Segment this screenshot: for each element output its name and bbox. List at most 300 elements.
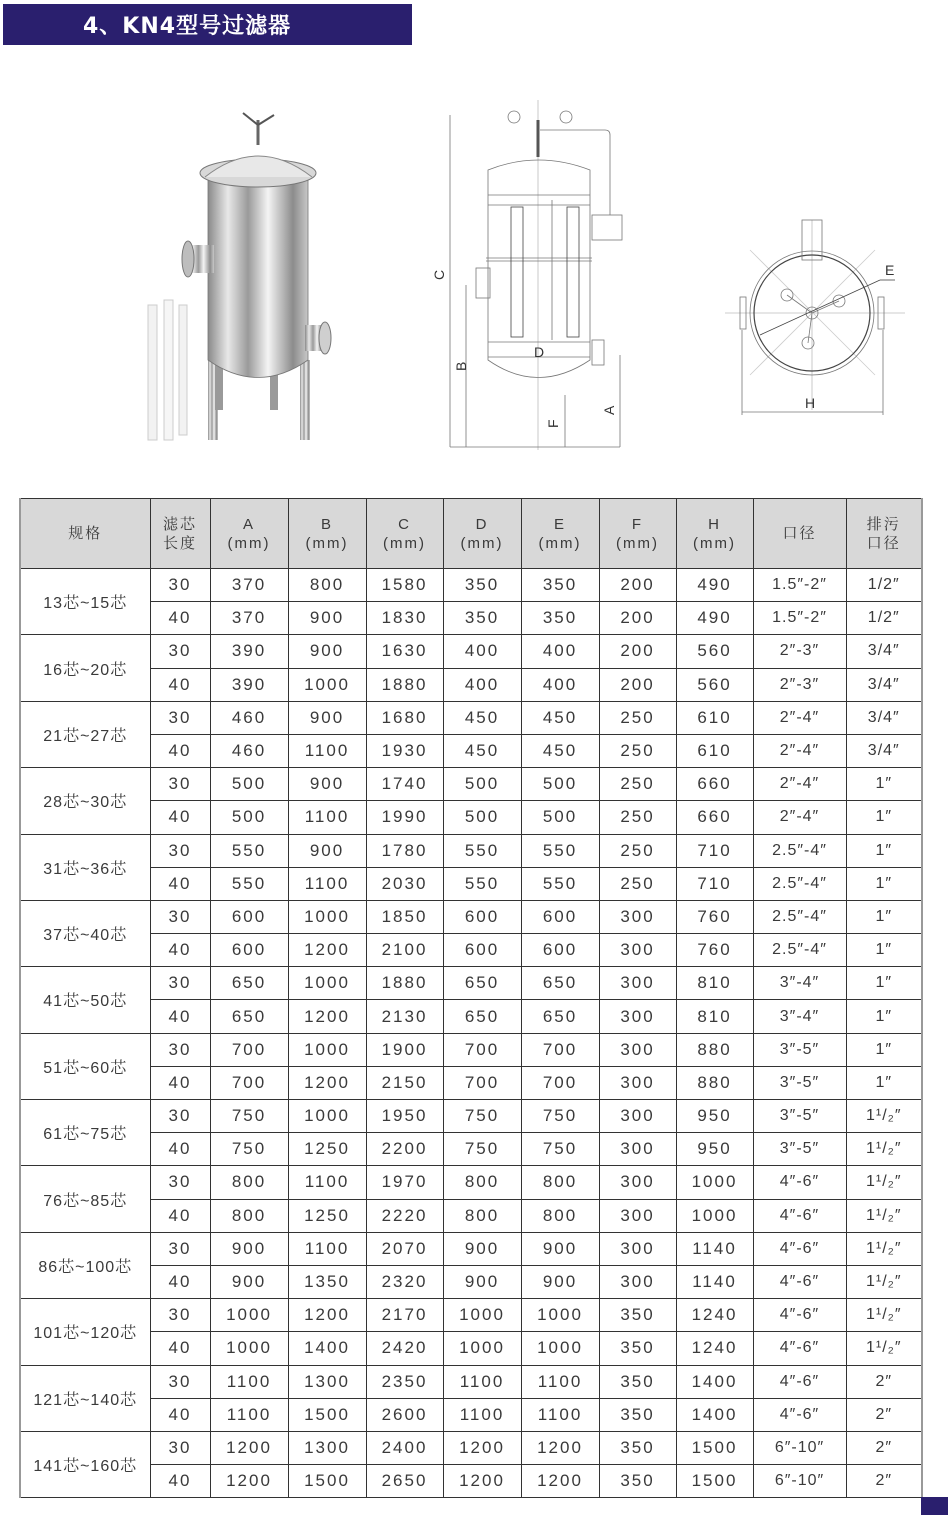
column-header-label: 滤芯长度 <box>162 515 197 552</box>
table-cell: 1/2″ <box>846 602 922 635</box>
table-cell: 2″-4″ <box>753 768 846 801</box>
table-cell: 40 <box>150 1265 210 1298</box>
table-cell: 40 <box>150 867 210 900</box>
table-cell: 390 <box>210 668 288 701</box>
table-cell: 500 <box>210 768 288 801</box>
table-cell: 700 <box>443 1066 521 1099</box>
table-cell: 1000 <box>288 1100 366 1133</box>
table-cell: 2100 <box>366 934 443 967</box>
table-cell: 2″-4″ <box>753 801 846 834</box>
table-row <box>20 1133 922 1166</box>
table-cell: 1900 <box>366 1033 443 1066</box>
table-cell: 30 <box>150 967 210 1000</box>
spec-cell: 37芯~40芯 <box>20 900 150 966</box>
table-cell: 600 <box>521 900 599 933</box>
table-row <box>20 1000 922 1033</box>
table-cell: 40 <box>150 801 210 834</box>
table-cell: 300 <box>599 934 676 967</box>
table-cell: 2200 <box>366 1133 443 1166</box>
table-cell: 300 <box>599 1199 676 1232</box>
table-cell: 30 <box>150 1299 210 1332</box>
table-cell: 710 <box>676 867 753 900</box>
table-cell: 1″ <box>846 768 922 801</box>
table-row <box>20 1199 922 1232</box>
table-cell: 1500 <box>676 1465 753 1498</box>
table-cell: 2030 <box>366 867 443 900</box>
table-cell: 40 <box>150 1465 210 1498</box>
table-cell: 1″ <box>846 967 922 1000</box>
table-cell: 600 <box>443 900 521 933</box>
table-cell: 550 <box>443 867 521 900</box>
table-cell: 40 <box>150 1066 210 1099</box>
table-cell: 250 <box>599 867 676 900</box>
table-cell: 750 <box>521 1133 599 1166</box>
table-row <box>20 635 922 668</box>
table-cell: 1100 <box>210 1398 288 1431</box>
table-row <box>20 1066 922 1099</box>
table-cell: 30 <box>150 1365 210 1398</box>
table-cell: 750 <box>443 1100 521 1133</box>
table-cell: 1000 <box>288 900 366 933</box>
table-cell: 560 <box>676 668 753 701</box>
table-cell: 390 <box>210 635 288 668</box>
column-header <box>366 499 443 569</box>
table-cell: 30 <box>150 569 210 602</box>
table-cell: 1680 <box>366 701 443 734</box>
dim-label-a: A <box>601 405 617 415</box>
table-cell: 40 <box>150 734 210 767</box>
table-cell: 350 <box>599 1431 676 1464</box>
table-cell: 800 <box>521 1166 599 1199</box>
table-cell: 1200 <box>521 1465 599 1498</box>
table-cell: 1000 <box>288 967 366 1000</box>
table-cell: 40 <box>150 668 210 701</box>
column-header <box>288 499 366 569</box>
table-cell: 2650 <box>366 1465 443 1498</box>
table-cell: 1000 <box>443 1332 521 1365</box>
section-title: 4、KN4型号过滤器 <box>83 14 292 39</box>
column-header-label: 规格 <box>68 525 103 542</box>
table-cell: 1200 <box>210 1465 288 1498</box>
table-row <box>20 701 922 734</box>
column-header-unit: (mm) <box>460 534 504 552</box>
table-cell: 2.5″-4″ <box>753 834 846 867</box>
table-cell: 600 <box>210 934 288 967</box>
table-row <box>20 1100 922 1133</box>
dim-label-h: H <box>805 395 816 411</box>
table-cell: 1100 <box>288 801 366 834</box>
table-row <box>20 1465 922 1498</box>
table-cell: 200 <box>599 635 676 668</box>
spec-cell: 101芯~120芯 <box>20 1299 150 1365</box>
table-cell: 1000 <box>443 1299 521 1332</box>
spec-cell: 51芯~60芯 <box>20 1033 150 1099</box>
table-cell: 300 <box>599 1033 676 1066</box>
table-cell: 1970 <box>366 1166 443 1199</box>
table-cell: 1000 <box>288 668 366 701</box>
table-cell: 2400 <box>366 1431 443 1464</box>
table-cell: 2.5″-4″ <box>753 934 846 967</box>
side-view-drawing <box>430 95 650 455</box>
table-cell: 30 <box>150 1166 210 1199</box>
spec-cell: 16芯~20芯 <box>20 635 150 701</box>
table-cell: 450 <box>443 701 521 734</box>
table-cell: 1100 <box>521 1365 599 1398</box>
table-cell: 1000 <box>521 1299 599 1332</box>
table-cell: 3″-4″ <box>753 967 846 1000</box>
top-view-drawing <box>715 215 915 420</box>
table-cell: 1/2″ <box>846 569 922 602</box>
table-cell: 1200 <box>288 1299 366 1332</box>
table-cell: 760 <box>676 900 753 933</box>
table-cell: 610 <box>676 734 753 767</box>
table-cell: 600 <box>443 934 521 967</box>
table-cell: 30 <box>150 900 210 933</box>
table-cell: 4″-6″ <box>753 1398 846 1431</box>
table-cell: 2″ <box>846 1465 922 1498</box>
table-cell: 300 <box>599 900 676 933</box>
table-cell: 650 <box>521 1000 599 1033</box>
table-cell: 300 <box>599 1066 676 1099</box>
table-cell: 1100 <box>210 1365 288 1398</box>
column-header-label: C <box>398 515 411 533</box>
table-cell: 1″ <box>846 934 922 967</box>
table-cell: 1¹/₂″ <box>846 1299 922 1332</box>
table-cell: 30 <box>150 834 210 867</box>
column-header <box>210 499 288 569</box>
dim-label-e: E <box>885 262 895 278</box>
table-cell: 1580 <box>366 569 443 602</box>
table-row <box>20 900 922 933</box>
table-cell: 1400 <box>288 1332 366 1365</box>
table-cell: 810 <box>676 1000 753 1033</box>
table-cell: 1300 <box>288 1365 366 1398</box>
table-cell: 750 <box>210 1100 288 1133</box>
table-cell: 30 <box>150 1033 210 1066</box>
table-row <box>20 967 922 1000</box>
table-cell: 750 <box>443 1133 521 1166</box>
table-cell: 450 <box>443 734 521 767</box>
table-cell: 250 <box>599 701 676 734</box>
table-cell: 30 <box>150 1431 210 1464</box>
table-cell: 1740 <box>366 768 443 801</box>
table-cell: 1¹/₂″ <box>846 1166 922 1199</box>
table-cell: 1000 <box>521 1332 599 1365</box>
table-cell: 300 <box>599 1100 676 1133</box>
table-cell: 1¹/₂″ <box>846 1332 922 1365</box>
product-photo <box>140 105 340 455</box>
table-cell: 660 <box>676 801 753 834</box>
table-cell: 500 <box>210 801 288 834</box>
table-cell: 2.5″-4″ <box>753 900 846 933</box>
spec-cell: 13芯~15芯 <box>20 569 150 635</box>
table-cell: 710 <box>676 834 753 867</box>
table-cell: 700 <box>443 1033 521 1066</box>
table-cell: 900 <box>288 635 366 668</box>
dim-label-d: D <box>534 344 545 360</box>
table-cell: 2″-3″ <box>753 668 846 701</box>
table-cell: 2.5″-4″ <box>753 867 846 900</box>
table-cell: 250 <box>599 834 676 867</box>
table-cell: 550 <box>443 834 521 867</box>
table-cell: 1350 <box>288 1265 366 1298</box>
table-row <box>20 1299 922 1332</box>
table-cell: 250 <box>599 734 676 767</box>
table-cell: 2220 <box>366 1199 443 1232</box>
table-cell: 700 <box>210 1066 288 1099</box>
table-cell: 1100 <box>443 1398 521 1431</box>
table-cell: 1000 <box>288 1033 366 1066</box>
table-cell: 6″-10″ <box>753 1431 846 1464</box>
table-cell: 2320 <box>366 1265 443 1298</box>
table-cell: 800 <box>210 1199 288 1232</box>
table-cell: 1200 <box>288 1066 366 1099</box>
table-cell: 1950 <box>366 1100 443 1133</box>
table-cell: 1400 <box>676 1365 753 1398</box>
table-row <box>20 1431 922 1464</box>
table-cell: 650 <box>443 1000 521 1033</box>
table-cell: 40 <box>150 602 210 635</box>
table-cell: 4″-6″ <box>753 1299 846 1332</box>
table-cell: 500 <box>443 768 521 801</box>
table-cell: 460 <box>210 701 288 734</box>
table-cell: 1400 <box>676 1398 753 1431</box>
table-cell: 350 <box>443 602 521 635</box>
table-cell: 900 <box>288 768 366 801</box>
table-row <box>20 1033 922 1066</box>
table-cell: 2″-4″ <box>753 701 846 734</box>
table-cell: 500 <box>443 801 521 834</box>
table-cell: 1880 <box>366 668 443 701</box>
table-cell: 950 <box>676 1100 753 1133</box>
column-header-label: 排污口径 <box>866 515 901 552</box>
specification-table <box>19 498 923 1498</box>
table-cell: 1500 <box>288 1398 366 1431</box>
table-cell: 1830 <box>366 602 443 635</box>
table-cell: 550 <box>210 834 288 867</box>
table-cell: 2130 <box>366 1000 443 1033</box>
table-cell: 810 <box>676 967 753 1000</box>
table-cell: 40 <box>150 1332 210 1365</box>
table-cell: 200 <box>599 668 676 701</box>
table-cell: 1″ <box>846 1033 922 1066</box>
table-cell: 450 <box>521 701 599 734</box>
column-header <box>20 499 150 569</box>
table-cell: 600 <box>521 934 599 967</box>
table-cell: 1¹/₂″ <box>846 1133 922 1166</box>
table-cell: 2″ <box>846 1431 922 1464</box>
table-cell: 1200 <box>521 1431 599 1464</box>
table-cell: 900 <box>288 834 366 867</box>
table-cell: 900 <box>288 701 366 734</box>
table-cell: 2″ <box>846 1365 922 1398</box>
table-cell: 2150 <box>366 1066 443 1099</box>
column-header <box>521 499 599 569</box>
table-cell: 4″-6″ <box>753 1232 846 1265</box>
table-cell: 800 <box>210 1166 288 1199</box>
table-cell: 300 <box>599 1133 676 1166</box>
table-cell: 1″ <box>846 801 922 834</box>
spec-cell: 28芯~30芯 <box>20 768 150 834</box>
dim-label-c: C <box>431 269 447 280</box>
table-row <box>20 801 922 834</box>
table-cell: 560 <box>676 635 753 668</box>
table-cell: 350 <box>521 569 599 602</box>
table-cell: 1200 <box>443 1431 521 1464</box>
spec-cell: 76芯~85芯 <box>20 1166 150 1232</box>
table-cell: 650 <box>443 967 521 1000</box>
table-cell: 750 <box>210 1133 288 1166</box>
column-header-label: A <box>242 515 255 533</box>
spec-cell: 86芯~100芯 <box>20 1232 150 1298</box>
table-cell: 30 <box>150 635 210 668</box>
table-cell: 460 <box>210 734 288 767</box>
table-row <box>20 1398 922 1431</box>
column-header-unit: (mm) <box>538 534 582 552</box>
table-cell: 40 <box>150 1398 210 1431</box>
table-cell: 400 <box>443 635 521 668</box>
column-header-label: D <box>475 515 489 533</box>
table-cell: 40 <box>150 934 210 967</box>
table-cell: 900 <box>443 1232 521 1265</box>
table-cell: 1.5″-2″ <box>753 569 846 602</box>
table-cell: 800 <box>443 1166 521 1199</box>
table-cell: 350 <box>599 1299 676 1332</box>
table-cell: 500 <box>521 801 599 834</box>
spec-cell: 31芯~36芯 <box>20 834 150 900</box>
table-cell: 30 <box>150 1232 210 1265</box>
column-header <box>599 499 676 569</box>
table-cell: 490 <box>676 602 753 635</box>
table-cell: 1100 <box>521 1398 599 1431</box>
spec-cell: 121芯~140芯 <box>20 1365 150 1431</box>
column-header <box>753 499 846 569</box>
table-cell: 1¹/₂″ <box>846 1199 922 1232</box>
table-cell: 4″-6″ <box>753 1199 846 1232</box>
table-cell: 2″-4″ <box>753 734 846 767</box>
table-cell: 2350 <box>366 1365 443 1398</box>
table-cell: 300 <box>599 1000 676 1033</box>
table-cell: 370 <box>210 602 288 635</box>
table-cell: 1″ <box>846 867 922 900</box>
table-cell: 1100 <box>288 734 366 767</box>
table-cell: 2070 <box>366 1232 443 1265</box>
table-cell: 900 <box>443 1265 521 1298</box>
table-cell: 3″-5″ <box>753 1033 846 1066</box>
table-cell: 1240 <box>676 1332 753 1365</box>
table-cell: 2420 <box>366 1332 443 1365</box>
table-cell: 4″-6″ <box>753 1265 846 1298</box>
table-cell: 350 <box>521 602 599 635</box>
table-cell: 1.5″-2″ <box>753 602 846 635</box>
table-cell: 1300 <box>288 1431 366 1464</box>
table-cell: 3″-4″ <box>753 1000 846 1033</box>
spec-cell: 61芯~75芯 <box>20 1100 150 1166</box>
column-header-unit: (mm) <box>305 534 349 552</box>
table-cell: 550 <box>210 867 288 900</box>
table-cell: 30 <box>150 768 210 801</box>
page-corner-tab <box>921 1497 948 1515</box>
table-cell: 2170 <box>366 1299 443 1332</box>
table-cell: 1100 <box>288 1232 366 1265</box>
table-cell: 900 <box>210 1265 288 1298</box>
table-cell: 760 <box>676 934 753 967</box>
column-header <box>150 499 210 569</box>
table-cell: 1¹/₂″ <box>846 1100 922 1133</box>
table-cell: 650 <box>210 967 288 1000</box>
table-cell: 1630 <box>366 635 443 668</box>
table-cell: 40 <box>150 1133 210 1166</box>
table-cell: 1100 <box>288 867 366 900</box>
table-cell: 650 <box>521 967 599 1000</box>
column-header-unit: (mm) <box>616 534 659 552</box>
table-cell: 350 <box>599 1332 676 1365</box>
table-row <box>20 867 922 900</box>
table-cell: 30 <box>150 1100 210 1133</box>
table-row <box>20 1232 922 1265</box>
table-cell: 3″-5″ <box>753 1066 846 1099</box>
table-cell: 1000 <box>676 1166 753 1199</box>
table-row <box>20 668 922 701</box>
table-cell: 350 <box>599 1398 676 1431</box>
table-cell: 350 <box>599 1365 676 1398</box>
table-cell: 2″ <box>846 1398 922 1431</box>
table-cell: 450 <box>521 734 599 767</box>
table-cell: 3/4″ <box>846 734 922 767</box>
table-cell: 1200 <box>288 934 366 967</box>
table-cell: 4″-6″ <box>753 1166 846 1199</box>
table-cell: 600 <box>210 900 288 933</box>
table-cell: 1100 <box>443 1365 521 1398</box>
table-cell: 250 <box>599 801 676 834</box>
table-cell: 1200 <box>288 1000 366 1033</box>
table-cell: 1850 <box>366 900 443 933</box>
column-header-label: F <box>631 515 644 533</box>
table-cell: 1000 <box>210 1299 288 1332</box>
table-cell: 200 <box>599 602 676 635</box>
column-header-unit: (mm) <box>693 534 736 552</box>
table-cell: 700 <box>521 1033 599 1066</box>
table-cell: 350 <box>443 569 521 602</box>
section-title-bar <box>3 4 412 45</box>
spec-cell: 41芯~50芯 <box>20 967 150 1033</box>
table-cell: 800 <box>521 1199 599 1232</box>
table-cell: 30 <box>150 701 210 734</box>
table-cell: 650 <box>210 1000 288 1033</box>
table-cell: 40 <box>150 1000 210 1033</box>
table-cell: 300 <box>599 1265 676 1298</box>
table-cell: 1″ <box>846 1066 922 1099</box>
table-cell: 3″-5″ <box>753 1133 846 1166</box>
table-cell: 550 <box>521 867 599 900</box>
table-cell: 6″-10″ <box>753 1465 846 1498</box>
table-cell: 900 <box>210 1232 288 1265</box>
table-cell: 2″-3″ <box>753 635 846 668</box>
table-cell: 40 <box>150 1199 210 1232</box>
dim-label-f: F <box>545 419 561 428</box>
table-row <box>20 1332 922 1365</box>
table-row <box>20 1265 922 1298</box>
column-header <box>443 499 521 569</box>
table-cell: 4″-6″ <box>753 1365 846 1398</box>
table-cell: 700 <box>210 1033 288 1066</box>
table-cell: 1¹/₂″ <box>846 1232 922 1265</box>
table-cell: 550 <box>521 834 599 867</box>
column-header-unit: (mm) <box>383 534 426 552</box>
table-cell: 1240 <box>676 1299 753 1332</box>
table-cell: 800 <box>443 1199 521 1232</box>
table-cell: 1″ <box>846 834 922 867</box>
